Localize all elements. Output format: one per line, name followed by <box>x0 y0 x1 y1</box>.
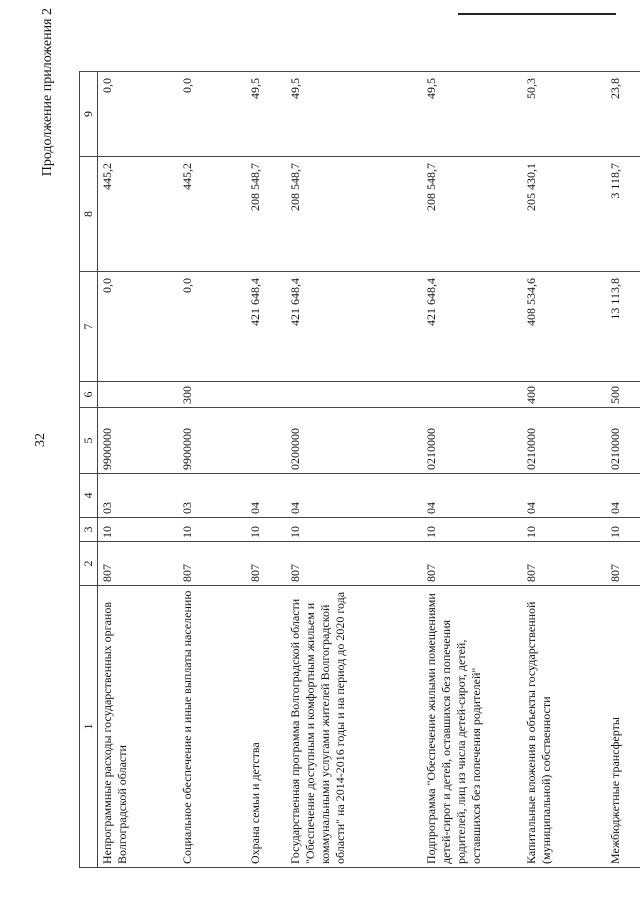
table-row <box>98 72 178 868</box>
cell-target: 9900000 <box>98 408 178 474</box>
cell-value: 205 430,1 <box>522 157 606 272</box>
row-name: Межбюджетные трансферты <box>606 586 640 868</box>
cell-value: 208 548,7 <box>246 157 286 272</box>
cell-value: 49,5 <box>422 72 522 157</box>
cell-value: 0,0 <box>178 72 246 157</box>
cell-subsection: 04 <box>606 474 640 518</box>
cell-code: 807 <box>98 542 178 586</box>
cell-type: 300 <box>178 382 246 408</box>
table-row <box>246 72 286 868</box>
table-row <box>522 72 606 868</box>
cell-target: 0210000 <box>606 408 640 474</box>
column-header: 8 <box>80 157 98 272</box>
table-row <box>422 72 522 868</box>
cell-subsection: 03 <box>178 474 246 518</box>
column-header: 2 <box>80 542 98 586</box>
page-number: 32 <box>33 433 48 447</box>
cell-value: 421 648,4 <box>286 272 422 382</box>
budget-table <box>79 71 640 868</box>
cell-value: 0,0 <box>98 72 178 157</box>
table-row <box>606 72 640 868</box>
cell-section: 10 <box>522 518 606 542</box>
cell-value: 208 548,7 <box>286 157 422 272</box>
cell-value: 445,2 <box>98 157 178 272</box>
cell-type <box>98 382 178 408</box>
cell-type: 500 <box>606 382 640 408</box>
cell-type <box>246 382 286 408</box>
cell-subsection: 03 <box>98 474 178 518</box>
cell-value: 49,5 <box>246 72 286 157</box>
row-name: Охрана семьи и детства <box>246 586 286 868</box>
cell-target: 0210000 <box>422 408 522 474</box>
table-row <box>178 72 246 868</box>
cell-target <box>246 408 286 474</box>
cell-code: 807 <box>422 542 522 586</box>
column-header: 5 <box>80 408 98 474</box>
cell-target: 0200000 <box>286 408 422 474</box>
cell-value: 445,2 <box>178 157 246 272</box>
cell-value: 50,3 <box>522 72 606 157</box>
row-name: Социальное обеспечение и иные выплаты населению <box>178 586 246 868</box>
cell-section: 10 <box>606 518 640 542</box>
cell-subsection: 04 <box>522 474 606 518</box>
cell-value: 421 648,4 <box>422 272 522 382</box>
cell-code: 807 <box>286 542 422 586</box>
column-header: 3 <box>80 518 98 542</box>
cell-subsection: 04 <box>246 474 286 518</box>
cell-code: 807 <box>178 542 246 586</box>
cell-subsection: 04 <box>286 474 422 518</box>
cell-section: 10 <box>246 518 286 542</box>
table-header <box>80 72 98 868</box>
column-header: 4 <box>80 474 98 518</box>
cell-value: 0,0 <box>178 272 246 382</box>
column-header: 6 <box>80 382 98 408</box>
table-row <box>286 72 422 868</box>
cell-target: 9900000 <box>178 408 246 474</box>
cell-type <box>422 382 522 408</box>
cell-value: 0,0 <box>98 272 178 382</box>
cell-section: 10 <box>178 518 246 542</box>
cell-type: 400 <box>522 382 606 408</box>
cell-value: 408 534,6 <box>522 272 606 382</box>
cell-section: 10 <box>98 518 178 542</box>
row-name: Государственная программа Волгоградской области "Обеспечение доступным и комфортным жильем и коммунальными услугами жителей Волгоградской области" на 2014-2016 годы и на период до 2020 года <box>286 586 422 868</box>
row-name: Подпрограмма "Обеспечение жилыми помещениями детей-сирот и детей, оставшихся без попечения родителей, лиц из числа детей-сирот, детей, оставшихся без попечения родителей" <box>422 586 522 868</box>
row-name: Капитальные вложения в объекты государственной (муниципальной) собственности <box>522 586 606 868</box>
column-header: 9 <box>80 72 98 157</box>
cell-value: 3 118,7 <box>606 157 640 272</box>
cell-code: 807 <box>606 542 640 586</box>
column-header: 7 <box>80 272 98 382</box>
cell-code: 807 <box>246 542 286 586</box>
cell-section: 10 <box>286 518 422 542</box>
cell-subsection: 04 <box>422 474 522 518</box>
cell-target: 0210000 <box>522 408 606 474</box>
header-row <box>80 72 98 868</box>
row-name: Непрограммные расходы государственных органов Волгоградской области <box>98 586 178 868</box>
cell-value: 421 648,4 <box>246 272 286 382</box>
cell-type <box>286 382 422 408</box>
table-body <box>98 72 640 868</box>
continuation-label: Продолжение приложения 2 <box>40 8 55 177</box>
column-header: 1 <box>80 586 98 868</box>
cell-value: 13 113,8 <box>606 272 640 382</box>
cell-section: 10 <box>422 518 522 542</box>
cell-value: 49,5 <box>286 72 422 157</box>
cell-value: 208 548,7 <box>422 157 522 272</box>
cell-value: 23,8 <box>606 72 640 157</box>
cell-code: 807 <box>522 542 606 586</box>
